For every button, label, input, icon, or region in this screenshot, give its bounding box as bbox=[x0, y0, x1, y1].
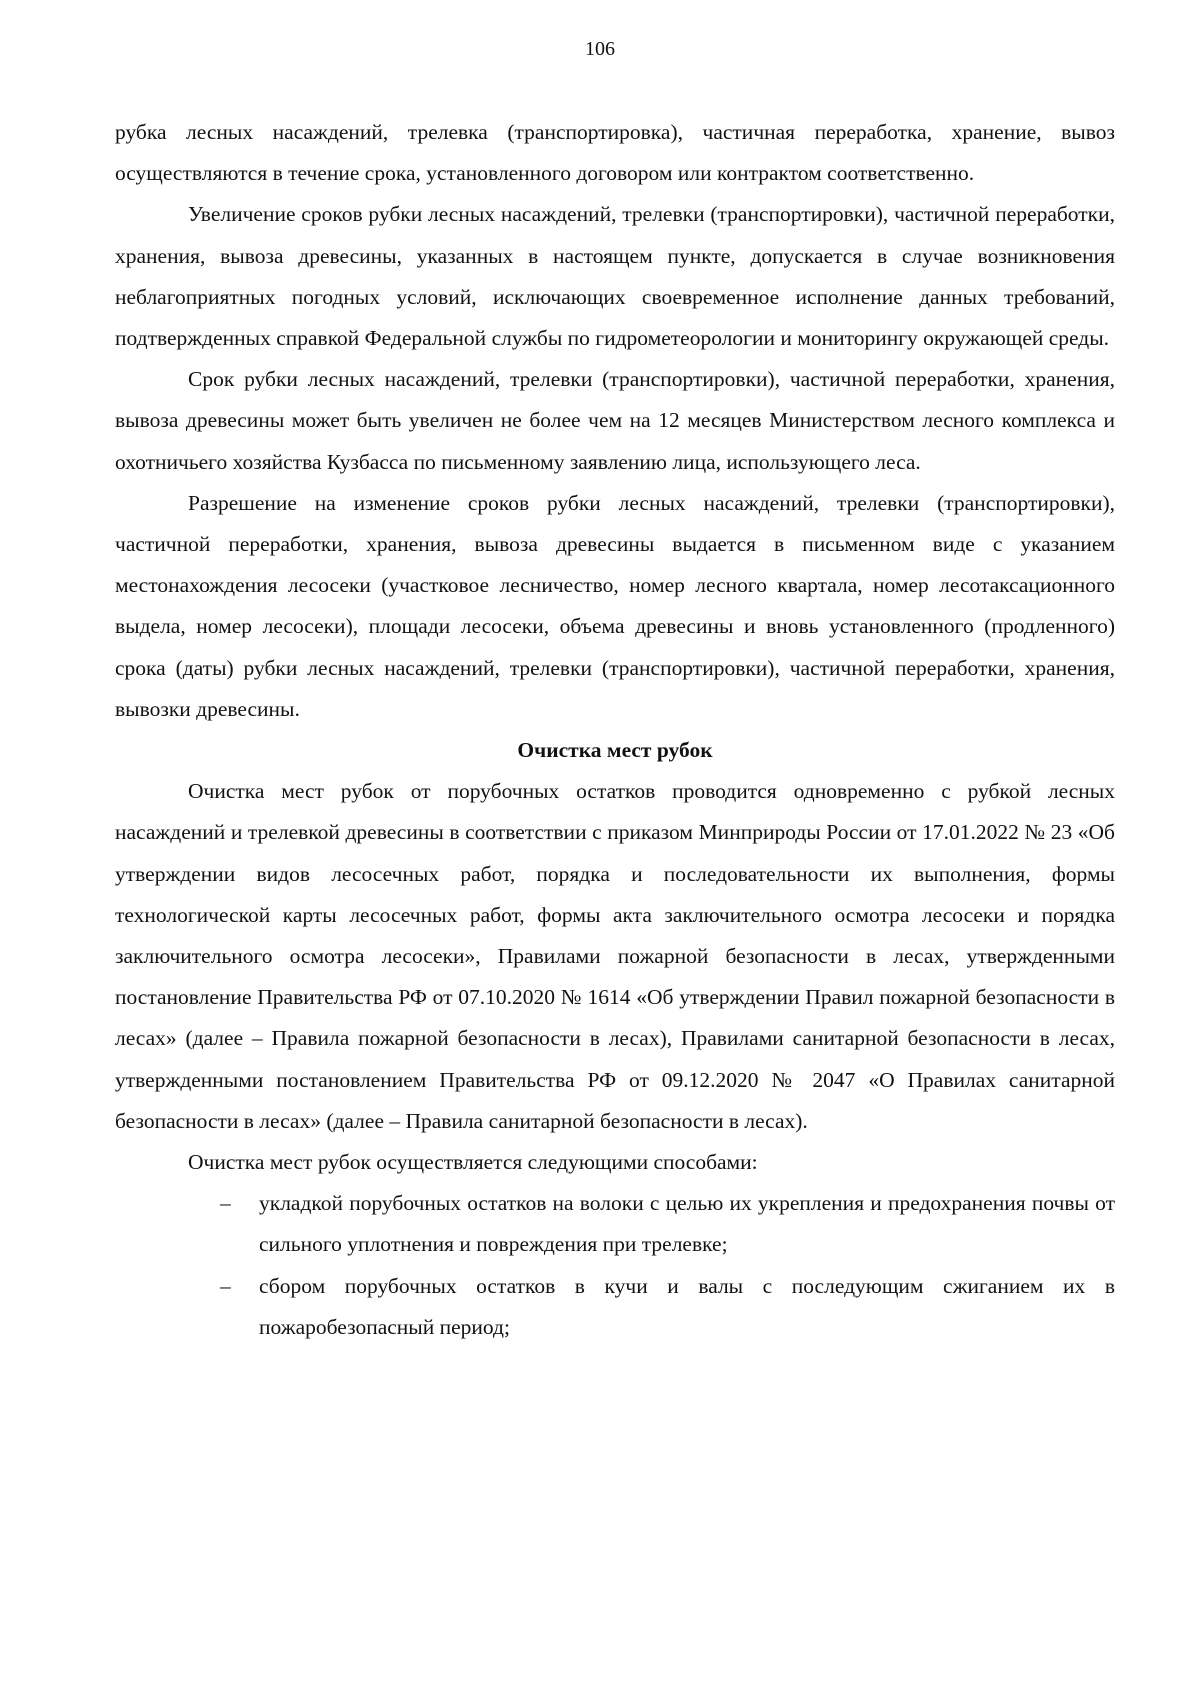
dash-bullet: – bbox=[220, 1273, 231, 1298]
paragraph: Разрешение на изменение сроков рубки лесных насаждений, трелевки (транспортировки), частичной переработки, хранения, вывоза древесины выдается в письменном виде с указанием местонахождения лесосеки (участковое лесничество, номер лесного квартала, номер лесотаксационного выдела, номер лесосеки), площади лесосеки, объема древесины и вновь установленного (продленного) срока (даты) рубки лесных насаждений, трелевки (транспортировки), частичной переработки, хранения, вывозки древесины. bbox=[115, 490, 1115, 721]
paragraph: рубка лесных насаждений, трелевка (транспортировка), частичная переработка, хранение, вывоз осуществляются в течение срока, установленного договором или контрактом соответственно. bbox=[115, 120, 1115, 186]
page-number: 106 bbox=[585, 38, 615, 60]
page-content bbox=[115, 112, 1115, 1348]
section-heading: Очистка мест рубок bbox=[517, 738, 713, 763]
list-item-text: сбором порубочных остатков в кучи и валы с последующим сжиганием их в пожаробезопасный период; bbox=[259, 1273, 1115, 1339]
paragraph: Очистка мест рубок осуществляется следующими способами: bbox=[188, 1150, 758, 1175]
paragraph: Увеличение сроков рубки лесных насаждений, трелевки (транспортировки), частичной переработки, хранения, вывоза древесины, указанных в настоящем пункте, допускается в случае возникновения неблагоприятных погодных условий, исключающих своевременное исполнение данных требований, подтвержденных справкой Федеральной службы по гидрометеорологии и мониторингу окружающей среды. bbox=[115, 202, 1115, 351]
methods-list bbox=[115, 1183, 1115, 1348]
list-item bbox=[115, 1266, 1115, 1348]
dash-bullet: – bbox=[220, 1191, 231, 1216]
paragraph: Срок рубки лесных насаждений, трелевки (транспортировки), частичной переработки, хранения, вывоза древесины может быть увеличен не более чем на 12 месяцев Министерством лесного комплекса и охотничьего хозяйства Кузбасса по письменному заявлению лица, использующего леса. bbox=[115, 367, 1115, 474]
list-item bbox=[115, 1183, 1115, 1265]
paragraph: Очистка мест рубок от порубочных остатков проводится одновременно с рубкой лесных насаждений и трелевкой древесины в соответствии с приказом Минприроды России от 17.01.2022 № 23 «Об утверждении видов лесосечных работ, порядка и последовательности их выполнения, формы технологической карты лесосечных работ, формы акта заключительного осмотра лесосеки и порядка заключительного осмотра лесосеки», Правилами пожарной безопасности в лесах, утвержденными постановление Правительства РФ от 07.10.2020 № 1614 «Об утверждении Правил пожарной безопасности в лесах» (далее – Правила пожарной безопасности в лесах), Правилами санитарной безопасности в лесах, утвержденными постановлением Правительства РФ от 09.12.2020 № 2047 «О Правилах санитарной безопасности в лесах» (далее – Правила санитарной безопасности в лесах). bbox=[115, 779, 1115, 1133]
list-item-text: укладкой порубочных остатков на волоки с целью их укрепления и предохранения почвы от сильного уплотнения и повреждения при трелевке; bbox=[259, 1191, 1115, 1257]
